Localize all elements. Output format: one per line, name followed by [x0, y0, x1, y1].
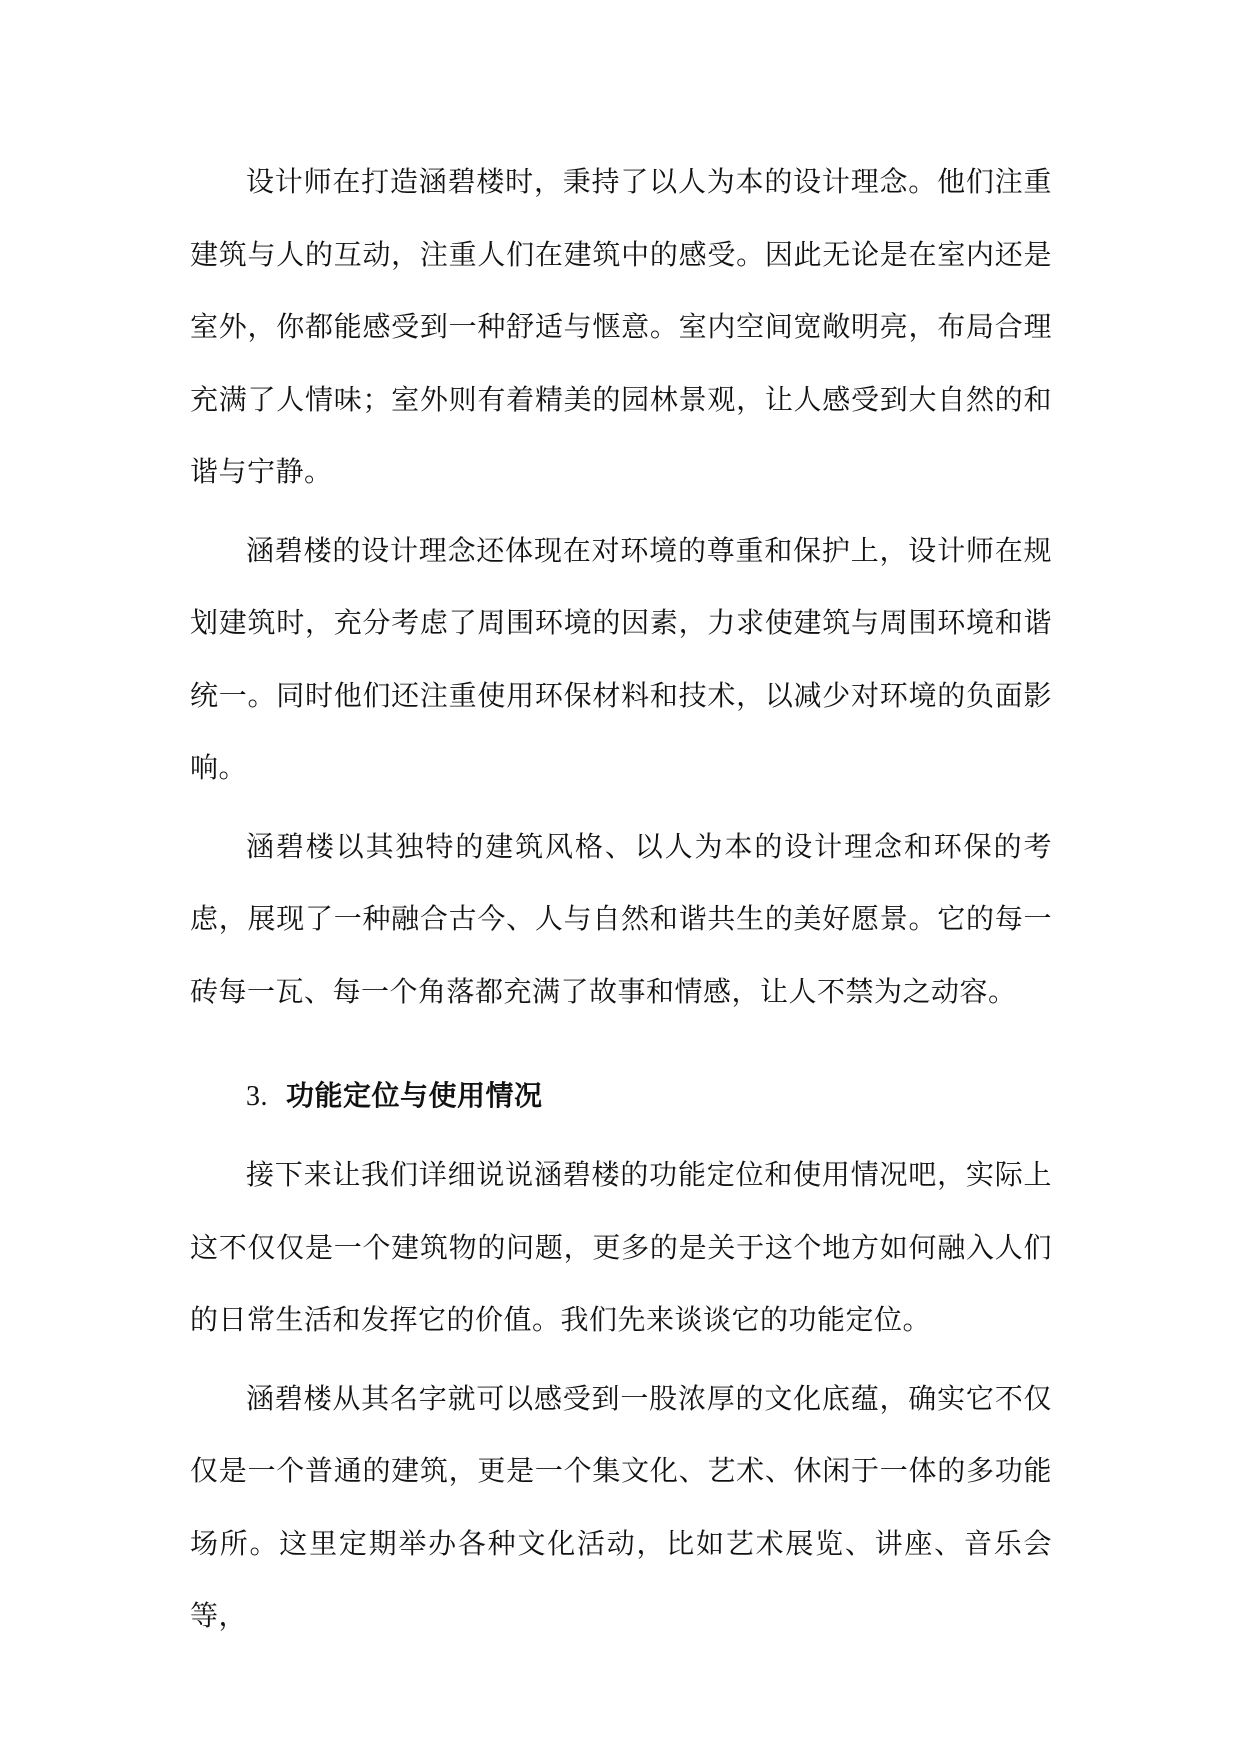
document-body: [190, 146, 1052, 1659]
paragraph-design-philosophy: 设计师在打造涵碧楼时，秉持了以人为本的设计理念。他们注重建筑与人的互动，注重人们在建筑中的感受。因此无论是在室内还是室外，你都能感受到一种舒适与惬意。室内空间宽敞明亮，布局合理充满了人情味；室外则有着精美的园林景观，让人感受到大自然的和谐与宁静。: [190, 165, 1052, 488]
paragraph-environment-respect: 涵碧楼的设计理念还体现在对环境的尊重和保护上，设计师在规划建筑时，充分考虑了周围环境的因素，力求使建筑与周围环境和谐统一。同时他们还注重使用环保材料和技术，以减少对环境的负面影响。: [190, 533, 1052, 784]
section-heading: [190, 1060, 1052, 1133]
paragraph-summary-vision: 涵碧楼以其独特的建筑风格、以人为本的设计理念和环保的考虑，展现了一种融合古今、人与自然和谐共生的美好愿景。它的每一砖每一瓦、每一个角落都充满了故事和情感，让人不禁为之动容。: [190, 829, 1052, 1008]
paragraph-function-positioning: 涵碧楼从其名字就可以感受到一股浓厚的文化底蕴，确实它不仅仅是一个普通的建筑，更是一个集文化、艺术、休闲于一体的多功能场所。这里定期举办各种文化活动，比如艺术展览、讲座、音乐会等，: [190, 1381, 1052, 1632]
section-number: 3.: [246, 1081, 268, 1112]
paragraph-function-intro: 接下来让我们详细说说涵碧楼的功能定位和使用情况吧，实际上这不仅仅是一个建筑物的问题，更多的是关于这个地方如何融入人们的日常生活和发挥它的价值。我们先来谈谈它的功能定位。: [190, 1158, 1052, 1336]
section-title: 功能定位与使用情况: [286, 1079, 543, 1112]
